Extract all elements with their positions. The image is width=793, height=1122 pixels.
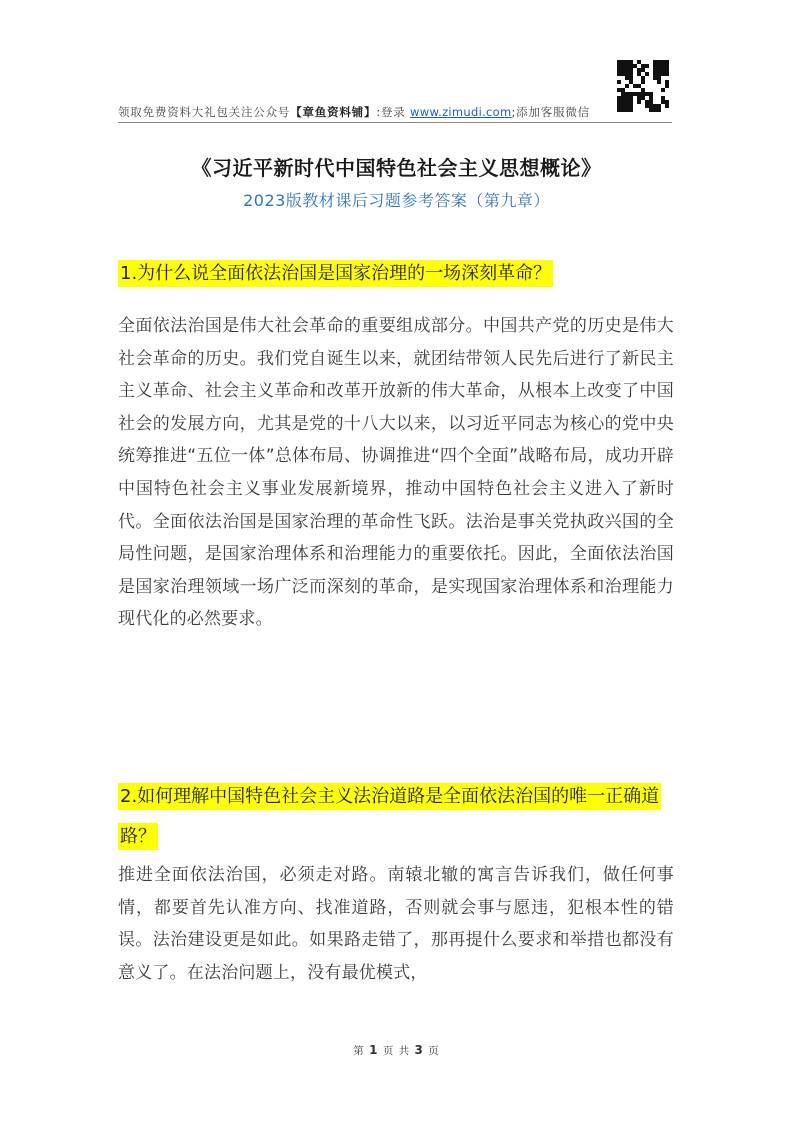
footer-page-current: 1 [369, 1043, 379, 1057]
footer-page-suffix: 页 [428, 1045, 440, 1057]
footer-page-prefix: 第 [353, 1045, 365, 1057]
question-1-heading [118, 254, 678, 294]
header-login-text: :登录 [376, 105, 411, 119]
footer-page-total: 3 [414, 1043, 424, 1057]
question-2-heading [118, 777, 678, 857]
answer-1-paragraph: 全面依法治国是伟大社会革命的重要组成部分。中国共产党的历史是伟大社会革命的历史。我们党自诞生以来，就团结带领人民先后进行了新民主主义革命、社会主义革命和改革开放新的伟大革命，从根本上改变了中国社会的发展方向，尤其是党的十八大以来，以习近平同志为核心的党中央统筹推进“五位一体”总体布局、协调推进“四个全面”战略布局，成功开辟中国特色社会主义事业发展新境界，推动中国特色社会主义进入了新时代。全面依法治国是国家治理的革命性飞跃。法治是事关党执政兴国的全局性问题，是国家治理体系和治理能力的重要依托。因此，全面依法治国是国家治理领域一场广泛而深刻的革命，是实现国家治理体系和治理能力现代化的必然要求。 [118, 316, 674, 630]
question-1-text: 1.为什么说全面依法治国是国家治理的一场深刻革命？ [118, 260, 553, 287]
page-footer [0, 1043, 793, 1058]
document-title: 《习近平新时代中国特色社会主义思想概论》 [191, 156, 602, 180]
page-header [118, 104, 618, 120]
header-url-link[interactable]: www.zimudi.com [410, 105, 512, 119]
question-2-text: 2.如何理解中国特色社会主义法治道路是全面依法治国的唯一正确道路？ [118, 783, 661, 850]
header-divider [118, 122, 672, 123]
header-brand: 【章鱼资料铺】 [290, 105, 377, 119]
document-subtitle: 2023版教材课后习题参考答案（第九章） [243, 191, 550, 210]
qr-code-icon [617, 60, 669, 112]
header-prefix: 领取免费资料大礼包关注公众号 [118, 105, 291, 119]
footer-page-mid: 页 共 [382, 1045, 411, 1057]
answer-2-paragraph: 推进全面依法治国，必须走对路。南辕北辙的寓言告诉我们，做任何事情，都要首先认准方向、找准道路，否则就会事与愿违，犯根本性的错误。法治建设更是如此。如果路走错了，那再提什么要求和举措也都没有意义了。在法治问题上，没有最优模式， [118, 865, 674, 983]
header-suffix: ;添加客服微信 [511, 105, 590, 119]
